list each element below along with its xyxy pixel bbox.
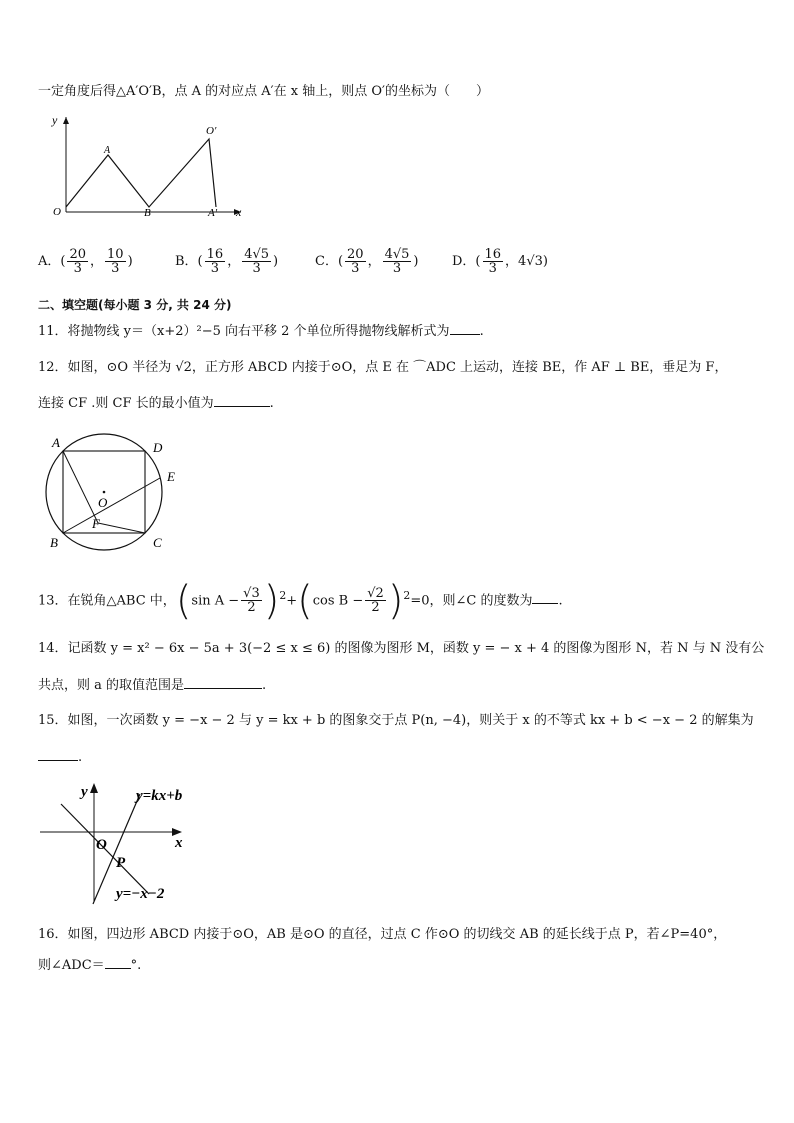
q10-a-label: A <box>104 145 111 156</box>
q12-line1: 12．如图，⊙O 半径为 √2，正方形 ABCD 内接于⊙O，点 E 在 ⌒ADC 上运动，连接 BE，作 AF ⊥ BE，垂足为 F， <box>38 360 728 375</box>
q12-a-label: A <box>52 435 60 450</box>
q15-o-label: O <box>96 837 107 853</box>
q16-line1: 16．如图，四边形 ABCD 内接于⊙O，AB 是⊙O 的直径，过点 C 作⊙O 的切线交 AB 的延长线于点 P，若∠P=40°， <box>38 927 727 942</box>
q14-line1: 14．记函数 y = x² − 6x − 5a + 3(−2 ≤ x ≤ 6) 的图像为图形 M，函数 y = − x + 4 的图像为图形 N，若 N 与 N 没有公 <box>38 641 765 656</box>
q10-o-label: O <box>53 206 61 218</box>
q12-e-label: E <box>167 469 175 484</box>
q10-figure <box>36 112 251 222</box>
q12-figure <box>36 430 186 555</box>
q10-y-label: y <box>52 113 58 127</box>
q10-option-a: A．( $\frac{20}{3}$ ， $\frac{10}{3}$ ) <box>38 247 133 276</box>
q15-line-negx-label: y=−x−2 <box>116 886 165 902</box>
q10-option-c: C．( $\frac{20}{3}$ ， $\frac{4√5}{3}$ ) <box>315 247 419 276</box>
q15-line1: 15．如图，一次函数 y = −x − 2 与 y = kx + b 的图象交于点 P(n, −4)，则关于 x 的不等式 kx + b < −x − 2 的解集为 <box>38 713 754 728</box>
q15-line-kxb-label: y=kx+b <box>136 788 183 804</box>
q12-line2: 连接 CF .则 CF 长的最小值为 . <box>38 396 274 411</box>
q15-p-label: P <box>116 855 126 871</box>
q12-b-label: B <box>50 535 58 550</box>
q10-ap-label: A′ <box>208 207 218 219</box>
q12-d-label: D <box>153 440 163 455</box>
q12-o-label: O <box>98 495 108 510</box>
q13-text: 13．在锐角△ABC 中，(sin A − $\frac{√3}{2}$ )$^2$+(cos B − $\frac{√2}{2}$ )$^2$=0，则∠C 的度数为 . <box>38 577 563 624</box>
q10-x-label: x <box>236 205 242 219</box>
q13-answer-blank <box>532 603 558 604</box>
q15-y-label: y <box>81 784 88 800</box>
q16-line2: 则∠ADC＝ °. <box>38 958 142 973</box>
section-heading: 二、填空题(每小题 3 分, 共 24 分) <box>38 298 232 312</box>
q12-answer-blank <box>214 406 270 407</box>
q15-line2: . <box>38 750 82 766</box>
q15-x-label: x <box>175 835 183 851</box>
q11-answer-blank <box>450 334 480 335</box>
q10-b-label: B <box>144 207 151 219</box>
q11-text: 11．将抛物线 y＝（x+2）²−5 向右平移 2 个单位所得抛物线解析式为 . <box>38 324 484 339</box>
q15-answer-blank <box>38 760 78 761</box>
q12-f-label: F <box>92 516 100 531</box>
q16-answer-blank <box>105 968 131 969</box>
q10-option-d: D．( $\frac{16}{3}$ ，4√3) <box>452 247 548 276</box>
q10-text: 一定角度后得△A′O′B，点 A 的对应点 A′在 x 轴上，则点 O′的坐标为（ ） <box>38 84 489 99</box>
q10-option-b: B．( $\frac{16}{3}$ ， $\frac{4√5}{3}$ ) <box>175 247 279 276</box>
q14-answer-blank <box>184 688 262 689</box>
q10-op-label: O′ <box>206 125 217 137</box>
q12-c-label: C <box>153 535 162 550</box>
q15-figure <box>36 782 196 907</box>
q14-line2: 共点，则 a 的取值范围是 . <box>38 678 267 693</box>
